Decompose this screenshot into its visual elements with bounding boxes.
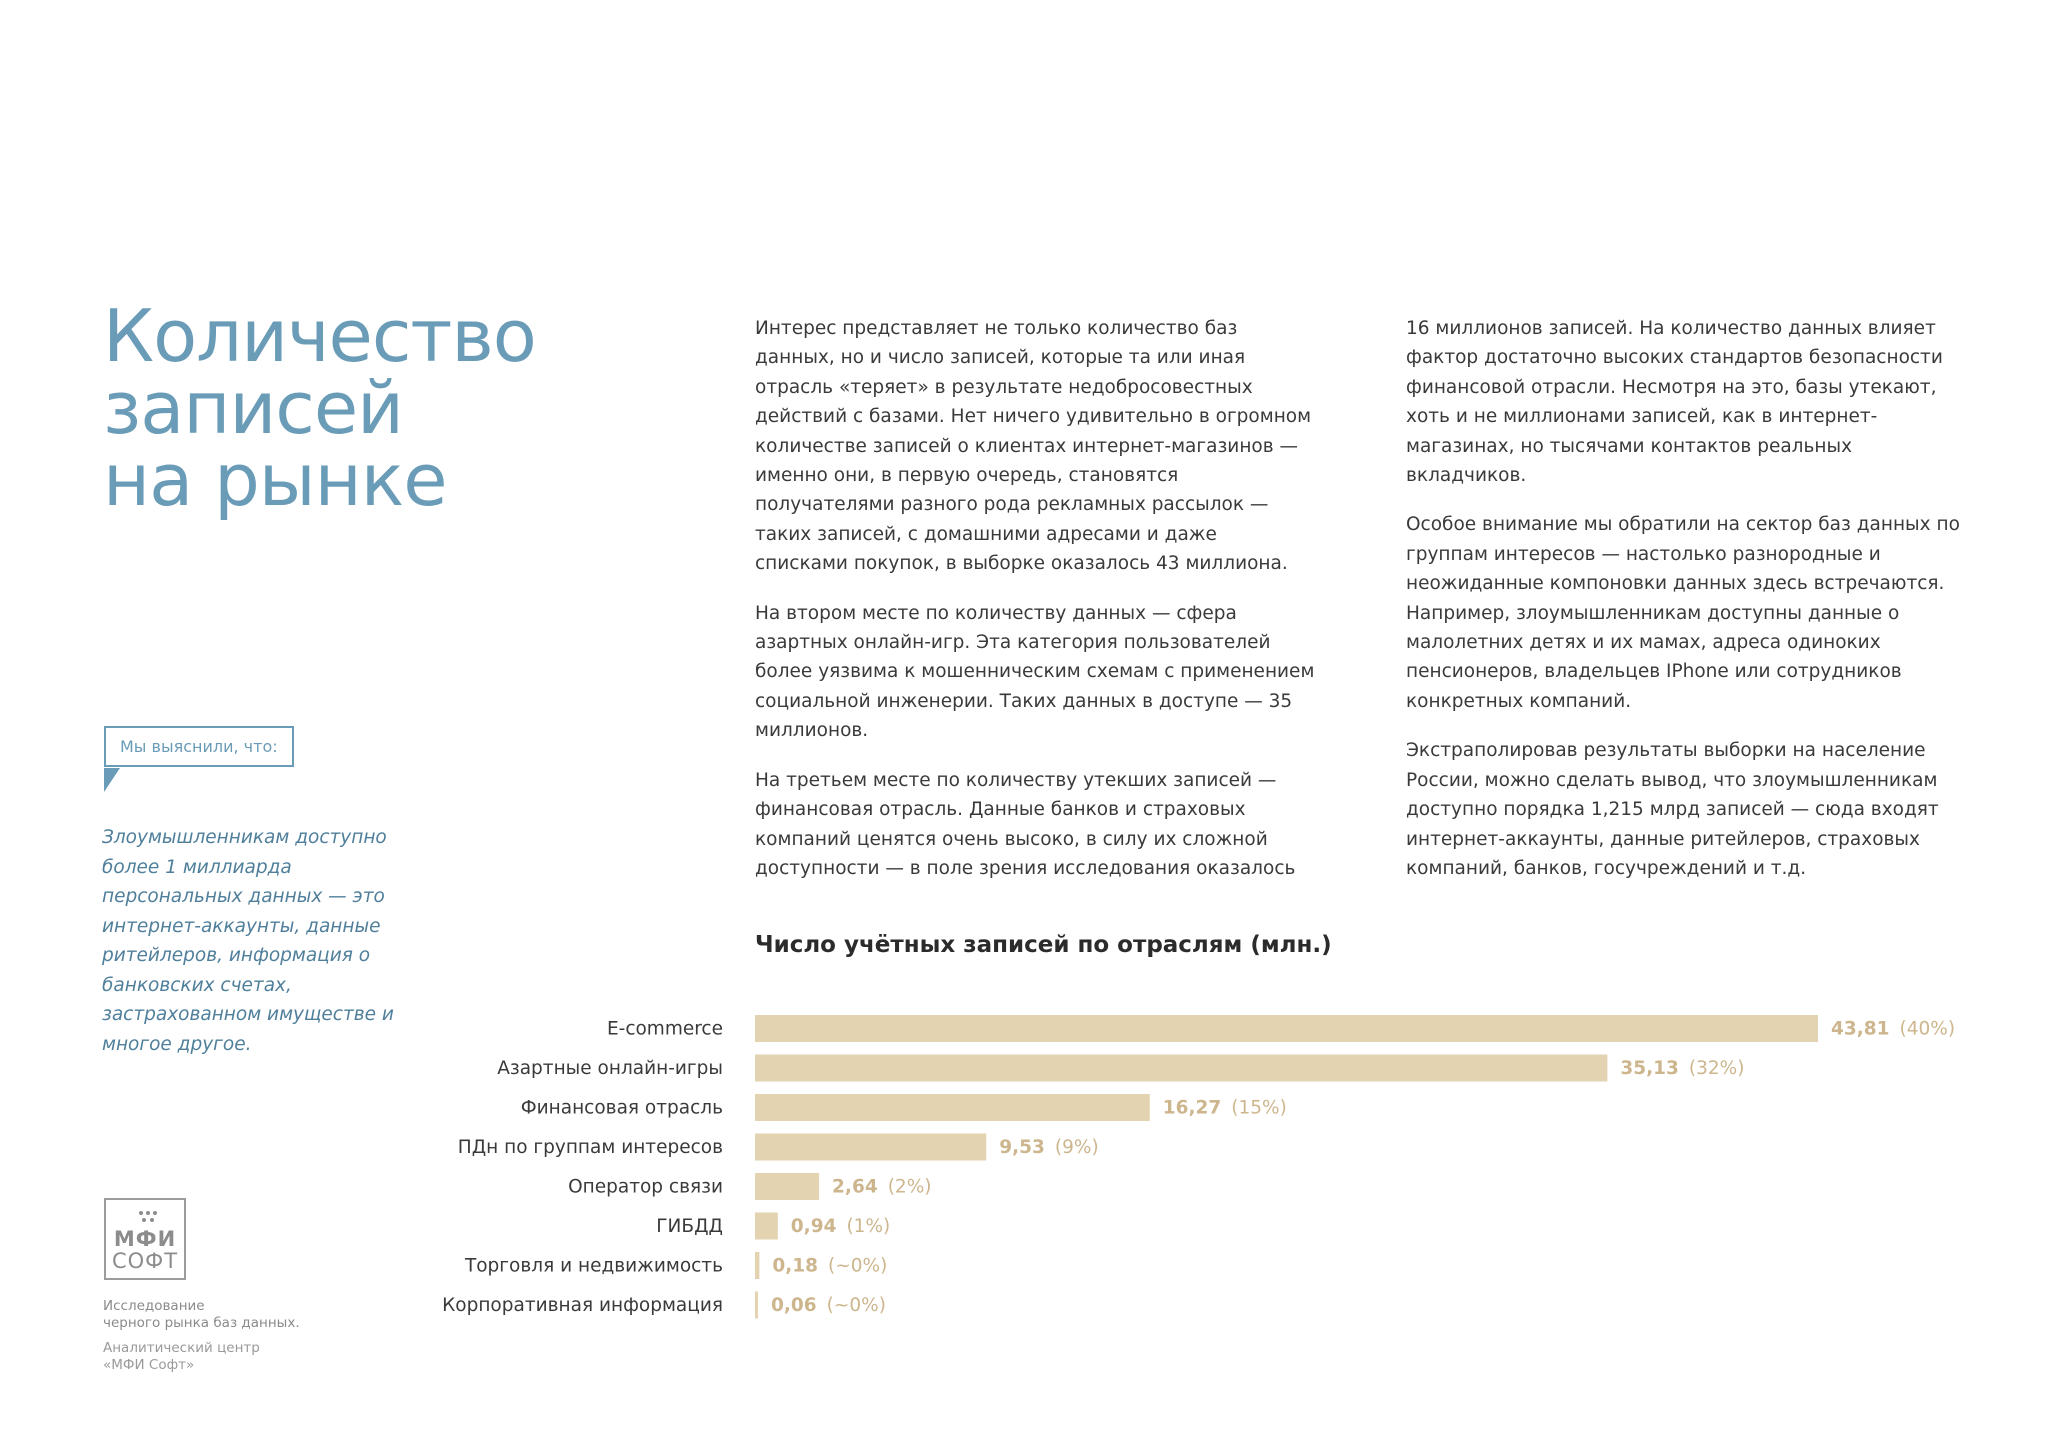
bar-percent-label: (~0%)	[826, 1295, 886, 1316]
footer-center-line-2: «МФИ Софт»	[103, 1357, 195, 1373]
bar-value-label: 16,27	[1162, 1097, 1222, 1119]
bar	[755, 1213, 778, 1240]
callout-box: Мы выяснили, что:	[104, 726, 294, 767]
bar-category-label: Азартные онлайн-игры	[497, 1058, 723, 1079]
bar-value-label: 9,53	[999, 1137, 1045, 1158]
bar	[755, 1055, 1607, 1082]
bar-percent-label: (9%)	[1054, 1137, 1099, 1158]
column2-paragraph-3: Экстраполировав результаты выборки на население России, можно сделать вывод, что злоумышленникам доступно порядка 1,215 млрд записей — сюда входят интернет-аккаунты, данные ритейлеров, страховых компаний, банков, госучреждений и т.д.	[1406, 740, 1939, 879]
column2-paragraph-2: Особое внимание мы обратили на сектор баз данных по группам интересов — настолько разнородные и неожиданные компоновки данных здесь встречаются. Например, злоумышленникам доступны данные о малолетних детях и их мамах, адреса одиноких пенсионеров, владельцев IPhone или сотрудников конкретных компаний.	[1406, 514, 1960, 712]
column1-paragraph-3: На третьем месте по количеству утекших записей — финансовая отрасль. Данные банков и страховых компаний ценятся очень высоко, в силу их сложной доступности — в поле зрения исследования оказалось	[755, 769, 1296, 879]
title-line-2: записей	[103, 366, 403, 450]
column1-paragraph-1: Интерес представляет не только количество баз данных, но и число записей, которые та или иная отрасль «теряет» в результате недобросовестных действий с базами. Нет ничего удивительно в огромном количестве записей о клиентах интернет-магазинов — именно они, в первую очередь, становятся получателями разного рода рекламных рассылок — таких записей, с домашними адресами и даже списками покупок, в выборке оказалось 43 миллиона.	[755, 318, 1312, 575]
bar-percent-label: (~0%)	[828, 1255, 888, 1277]
column1-paragraph-2: На втором месте по количеству данных — сфера азартных онлайн-игр. Эта категория пользователей более уязвима к мошенническим схемам с применением социальной инженерии. Таких данных в доступе — 35 миллионов.	[755, 602, 1315, 742]
bar-percent-label: (2%)	[887, 1176, 932, 1198]
footer-center-line-1: Аналитический центр	[103, 1340, 260, 1356]
bar-value-label: 2,64	[832, 1176, 878, 1198]
logo-text-top: МФИ	[113, 1227, 177, 1251]
bar	[755, 1292, 758, 1319]
logo-text-bottom: СОФТ	[111, 1249, 179, 1273]
footer-study-line-1: Исследование	[103, 1298, 205, 1314]
bar-percent-label: (1%)	[846, 1216, 891, 1237]
bar-category-label: Финансовая отрасль	[520, 1097, 723, 1119]
bar-category-label: Корпоративная информация	[442, 1295, 723, 1316]
bar-percent-label: (40%)	[1899, 1018, 1956, 1040]
key-finding-quote: Злоумышленникам доступно более 1 миллиарда персональных данных — это интернет-аккаунты, данные ритейлеров, информация о банковских счетах, застрахованном имуществе и многое другое.	[102, 827, 394, 1055]
bar-category-label: E-commerce	[606, 1018, 723, 1040]
bar-value-label: 0,94	[790, 1216, 837, 1237]
bar-category-label: ГИБДД	[656, 1216, 723, 1237]
title-line-3: на рынке	[103, 438, 447, 522]
bar-value-label: 35,13	[1620, 1058, 1679, 1079]
bar-percent-label: (32%)	[1688, 1058, 1745, 1079]
title-line-1: Количество	[103, 294, 536, 378]
bar-value-label: 43,81	[1831, 1018, 1890, 1040]
column2-paragraph-1: 16 миллионов записей. На количество данных влияет фактор достаточно высоких стандартов безопасности финансовой отрасли. Несмотря на это, базы утекают, хоть и не миллионами записей, как в интернет-магазинах, но тысячами контактов реальных вкладчиков.	[1406, 318, 1943, 487]
bar	[755, 1252, 759, 1279]
bar-percent-label: (15%)	[1231, 1097, 1287, 1119]
bar	[755, 1015, 1818, 1042]
bar-category-label: Оператор связи	[568, 1176, 723, 1198]
bar-value-label: 0,18	[772, 1255, 819, 1277]
bar-value-label: 0,06	[771, 1295, 817, 1316]
bar	[755, 1094, 1150, 1121]
bar-category-label: Торговля и недвижимость	[464, 1255, 723, 1277]
footer-study-line-2: черного рынка баз данных.	[103, 1315, 300, 1331]
bar	[755, 1134, 986, 1161]
bar-category-label: ПДн по группам интересов	[457, 1137, 723, 1158]
chart-title: Число учётных записей по отраслям (млн.)	[755, 932, 1332, 958]
bar	[755, 1173, 819, 1200]
